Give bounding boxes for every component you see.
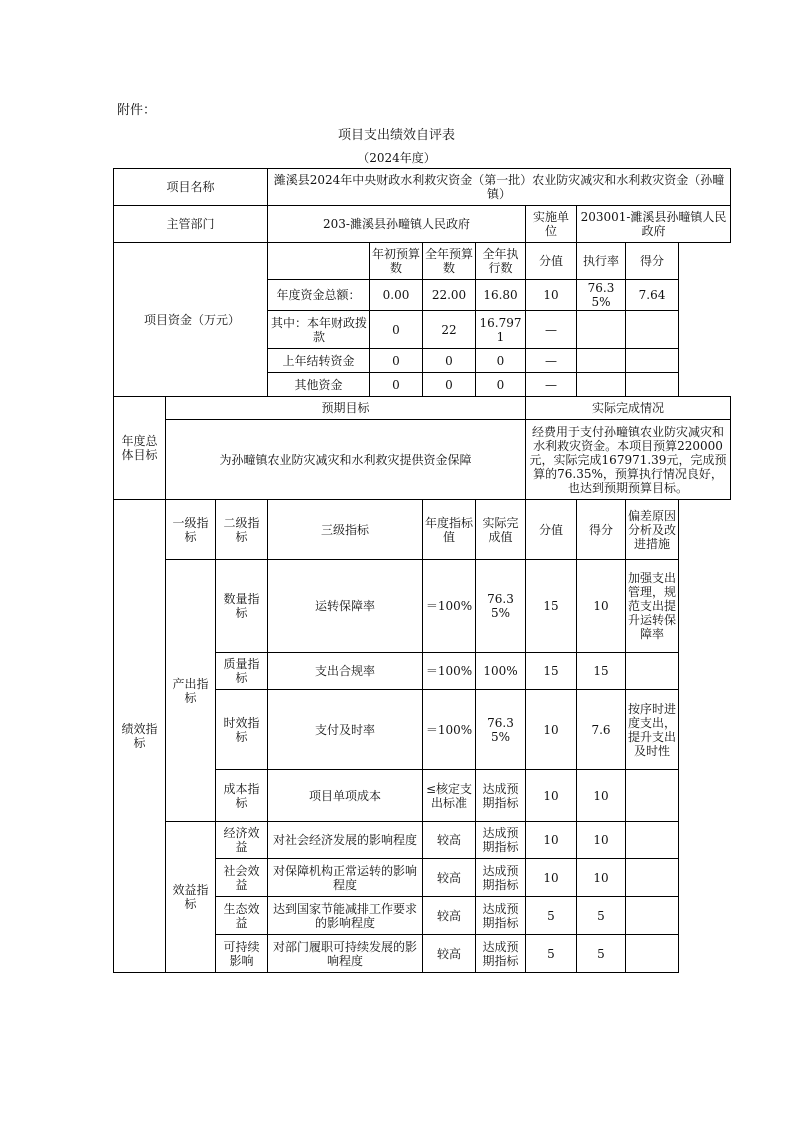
impl-value: 203001-濉溪县孙疃镇人民政府 (577, 206, 731, 243)
output-label: 产出指标 (166, 560, 216, 822)
ind-target: 较高 (423, 935, 476, 973)
indicators-label: 绩效指标 (114, 500, 166, 973)
ind-score: 10 (577, 770, 626, 822)
ind-value: 10 (526, 690, 577, 770)
ind-l2: 社会效益 (216, 859, 268, 897)
ind-target: 较高 (423, 859, 476, 897)
ind-score: 7.6 (577, 690, 626, 770)
ind-target: ＝100% (423, 690, 476, 770)
ind-note (626, 859, 679, 897)
funds-row-annual: 0 (423, 349, 476, 373)
ind-score: 15 (577, 653, 626, 690)
funds-row-rate (577, 349, 626, 373)
funds-row-initial: 0.00 (370, 280, 423, 311)
funds-row-executed: 0 (476, 349, 526, 373)
ind-target: 较高 (423, 822, 476, 859)
dept-label: 主管部门 (114, 206, 268, 243)
ind-value: 10 (526, 859, 577, 897)
ind-l3: 运转保障率 (268, 560, 423, 653)
ind-score: 10 (577, 859, 626, 897)
ind-score: 5 (577, 897, 626, 935)
ind-header-l2: 二级指标 (216, 500, 268, 560)
funds-row-executed: 16.7971 (476, 311, 526, 349)
ind-note (626, 897, 679, 935)
ind-l3: 对社会经济发展的影响程度 (268, 822, 423, 859)
ind-l2: 质量指标 (216, 653, 268, 690)
goals-actual-header: 实际完成情况 (526, 397, 731, 420)
ind-header-score: 得分 (577, 500, 626, 560)
ind-target: ≤核定支出标准 (423, 770, 476, 822)
ind-note (626, 653, 679, 690)
funds-header-executed: 全年执行数 (476, 243, 526, 280)
funds-row-initial: 0 (370, 311, 423, 349)
ind-target: ＝100% (423, 560, 476, 653)
funds-header-score-value: 分值 (526, 243, 577, 280)
ind-value: 15 (526, 560, 577, 653)
ind-l2: 生态效益 (216, 897, 268, 935)
ind-l3: 对部门履职可持续发展的影响程度 (268, 935, 423, 973)
attachment-label: 附件： (117, 103, 157, 118)
funds-header-rate: 执行率 (577, 243, 626, 280)
project-name-label: 项目名称 (114, 169, 268, 206)
funds-row-name: 上年结转资金 (268, 349, 370, 373)
ind-actual: 100% (476, 653, 526, 690)
goals-label: 年度总体目标 (114, 397, 166, 500)
funds-row-executed: 16.80 (476, 280, 526, 311)
ind-value: 10 (526, 822, 577, 859)
funds-row-score: 7.64 (626, 280, 679, 311)
funds-row-score-value: — (526, 311, 577, 349)
ind-header-value: 分值 (526, 500, 577, 560)
impl-label: 实施单位 (526, 206, 577, 243)
ind-header-l3: 三级指标 (268, 500, 423, 560)
goals-actual: 经费用于支付孙疃镇农业防灾减灾和水利救灾资金。本项目预算220000元，实际完成167971.39元，完成预算的76.35%，预算执行情况良好，也达到预期预算目标。 (526, 420, 731, 500)
ind-l2: 时效指标 (216, 690, 268, 770)
funds-row-score-value: 10 (526, 280, 577, 311)
funds-row-annual: 0 (423, 373, 476, 397)
ind-note (626, 935, 679, 973)
funds-header-blank (268, 243, 370, 280)
ind-score: 10 (577, 560, 626, 653)
self-evaluation-table (113, 168, 731, 973)
funds-row-score-value: — (526, 373, 577, 397)
ind-note: 加强支出管理，规范支出提升运转保障率 (626, 560, 679, 653)
ind-header-note: 偏差原因分析及改进措施 (626, 500, 679, 560)
funds-row-rate: 76.35% (577, 280, 626, 311)
ind-actual: 达成预期指标 (476, 897, 526, 935)
goals-expected: 为孙疃镇农业防灾减灾和水利救灾提供资金保障 (166, 420, 526, 500)
ind-actual: 76.35% (476, 690, 526, 770)
funds-row-score (626, 311, 679, 349)
funds-header-initial: 年初预算数 (370, 243, 423, 280)
ind-actual: 76.35% (476, 560, 526, 653)
ind-header-l1: 一级指标 (166, 500, 216, 560)
ind-l2: 成本指标 (216, 770, 268, 822)
ind-score: 5 (577, 935, 626, 973)
ind-header-target: 年度指标值 (423, 500, 476, 560)
ind-value: 5 (526, 897, 577, 935)
funds-row-rate (577, 311, 626, 349)
ind-note (626, 822, 679, 859)
report-year: （2024年度） (357, 151, 436, 165)
ind-actual: 达成预期指标 (476, 770, 526, 822)
ind-l2: 可持续影响 (216, 935, 268, 973)
project-name: 濰溪县2024年中央财政水利救灾资金（第一批）农业防灾减灾和水利救灾资金（孙疃镇） (268, 169, 731, 206)
funds-header-annual: 全年预算数 (423, 243, 476, 280)
ind-note (626, 770, 679, 822)
funds-row-score-value: — (526, 349, 577, 373)
ind-l2: 经济效益 (216, 822, 268, 859)
ind-value: 5 (526, 935, 577, 973)
ind-target: 较高 (423, 897, 476, 935)
ind-l3: 支出合规率 (268, 653, 423, 690)
funds-row-name: 年度资金总额： (268, 280, 370, 311)
ind-actual: 达成预期指标 (476, 935, 526, 973)
ind-score: 10 (577, 822, 626, 859)
ind-header-actual: 实际完成值 (476, 500, 526, 560)
funds-row-name: 其他资金 (268, 373, 370, 397)
ind-l2: 数量指标 (216, 560, 268, 653)
funds-row-executed: 0 (476, 373, 526, 397)
goals-expected-header: 预期目标 (166, 397, 526, 420)
ind-actual: 达成预期指标 (476, 822, 526, 859)
funds-row-annual: 22.00 (423, 280, 476, 311)
funds-row-initial: 0 (370, 349, 423, 373)
ind-target: ＝100% (423, 653, 476, 690)
benefit-label: 效益指标 (166, 822, 216, 973)
ind-value: 10 (526, 770, 577, 822)
ind-actual: 达成预期指标 (476, 859, 526, 897)
funds-row-name: 其中：本年财政拨款 (268, 311, 370, 349)
ind-value: 15 (526, 653, 577, 690)
ind-l3: 达到国家节能减排工作要求的影响程度 (268, 897, 423, 935)
dept-value: 203-濉溪县孙疃镇人民政府 (268, 206, 526, 243)
funds-row-score (626, 373, 679, 397)
funds-row-score (626, 349, 679, 373)
funds-header-score: 得分 (626, 243, 679, 280)
funds-row-annual: 22 (423, 311, 476, 349)
funds-row-rate (577, 373, 626, 397)
page-title: 项目支出绩效自评表 (337, 128, 455, 143)
funds-row-initial: 0 (370, 373, 423, 397)
ind-l3: 项目单项成本 (268, 770, 423, 822)
funds-label: 项目资金（万元） (114, 243, 268, 397)
ind-l3: 对保障机构正常运转的影响程度 (268, 859, 423, 897)
ind-note: 按序时进度支出，提升支出及时性 (626, 690, 679, 770)
ind-l3: 支付及时率 (268, 690, 423, 770)
